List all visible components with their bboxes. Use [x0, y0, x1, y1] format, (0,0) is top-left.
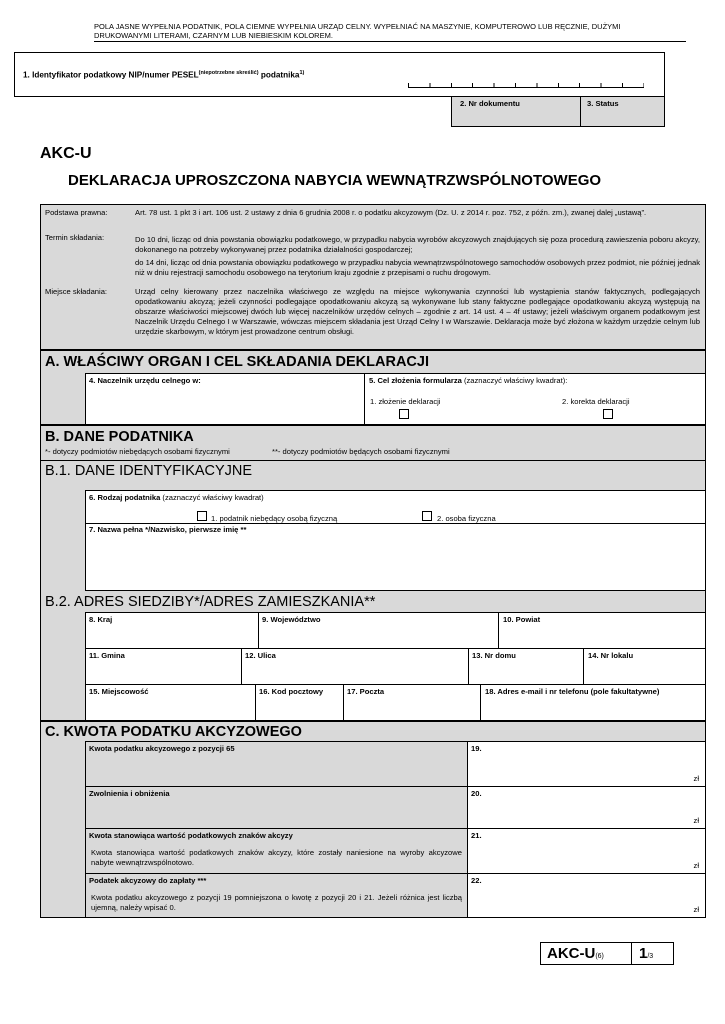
city-field[interactable]: 15. Miejscowość [85, 684, 256, 721]
tax-amount-label-cell: Kwota podatku akcyzowego z pozycji 65 [85, 741, 468, 787]
country-field[interactable]: 8. Kraj [85, 612, 259, 649]
full-name-field[interactable]: 7. Nazwa pełna */Nazwisko, pierwsze imię ** [85, 523, 706, 591]
section-b-note-2: **- dotyczy podmiotów będących osobami fizycznymi [272, 447, 450, 456]
place-label: Miejsce składania: [45, 287, 108, 296]
nip-field[interactable] [14, 52, 665, 97]
customs-office-field[interactable]: 4. Naczelnik urzędu celnego w: [85, 373, 365, 425]
voivodeship-field[interactable]: 9. Województwo [258, 612, 499, 649]
deadline-text-1: Do 10 dni, licząc od dnia powstania obowiązku podatkowego, w przypadku nabycia wyrobów akcyzowych znajdujących się poza procedurą zawieszenia poboru akcyzy, dokonanego na potrzeby wykonywanej przez podatnika działalności gospodarczej; [135, 235, 700, 254]
legal-basis-text: Art. 78 ust. 1 pkt 3 i art. 106 ust. 2 ustawy z dnia 6 grudnia 2008 r. o podatku akcyzowym (Dz. U. z 2014 r. poz. 752, z późn. zm.), zwanej dalej „ustawą”. [135, 208, 647, 217]
street-field[interactable]: 12. Ulica [241, 648, 469, 685]
excise-stamps-label-cell: Kwota stanowiąca wartość podatkowych znaków akcyzy Kwota stanowiąca wartość podatkowych znaków akcyzy, które zostały naniesione na wyroby akcyzowe nabyte wewnątrzwspólnotowo. [85, 828, 468, 874]
footer-page-number: 1/3 [631, 942, 674, 965]
form-title: DEKLARACJA UPROSZCZONA NABYCIA WEWNĄTRZWSPÓLNOTOWEGO [68, 172, 602, 189]
exemptions-field[interactable]: 20. zł [467, 786, 706, 829]
taxpayer-type-field: 6. Rodzaj podatnika (zaznaczyć właściwy kwadrat) [85, 490, 706, 524]
purpose-option-1-label: 1. złożenie deklaracji [370, 397, 441, 406]
header-rule [94, 41, 686, 42]
status-field: 3. Status [580, 96, 665, 127]
post-office-field[interactable]: 17. Poczta [343, 684, 481, 721]
form-code: AKC-U [40, 145, 92, 162]
commune-field[interactable]: 11. Gmina [85, 648, 242, 685]
taxpayer-type-1-checkbox[interactable] [197, 511, 207, 521]
taxpayer-type-2-checkbox[interactable] [422, 511, 432, 521]
place-text: Urząd celny kierowany przez naczelnika właściwego ze względu na miejsce wykonywania czynności lub wystąpienia stanów faktycznych, podlegających opodatkowaniu akcyzą; jeżeli czynności podlegające opodatkowaniu akcyzą są wykonywane lub stany faktyczne podlegające opodatkowaniu akcyzą występują na obszarze właściwości miejscowej dwóch lub więcej naczelników urzędów celnych – zgodnie z art. 14 ust. 4 – 4f ustawy; jeżeli właściwym organem podatkowym jest Naczelnik Urzędu Celnego I w Warszawie, wówczas miejscem składania jest Urząd Celny I w Warszawie. Deklaracja może być złożona w każdym urzędzie celnym lub urzędzie skarbowym, w którym jest prowadzone centrum obsługi. [135, 287, 700, 336]
house-number-field[interactable]: 13. Nr domu [468, 648, 584, 685]
nip-digit-line [408, 83, 644, 88]
taxpayer-type-1-label: 1. podatnik niebędący osobą fizyczną [211, 514, 338, 523]
purpose-field: 5. Cel złożenia formularza (zaznaczyć właściwy kwadrat): [364, 373, 706, 425]
section-c-title: C. KWOTA PODATKU AKCYZOWEGO [45, 724, 302, 740]
district-field[interactable]: 10. Powiat [498, 612, 706, 649]
deadline-text-2: do 14 dni, licząc od dnia powstania obowiązku podatkowego w przypadku nabycia wewnątrzwspólnotowego samochodów osobowych przez podmiot, nie później jednak niż w dniu rejestracji samochodu osobowego na terytorium kraju zgodnie z przepisami o ruchu drogowym. [135, 258, 700, 277]
section-b-divider [40, 460, 706, 461]
tax-due-label-cell: Podatek akcyzowy do zapłaty *** Kwota podatku akcyzowego z pozycji 19 pomniejszona o kwotę z pozycji 20 i 21. Jeżeli różnica jest liczbą ujemną, należy wpisać 0. [85, 873, 468, 918]
section-a-title: A. WŁAŚCIWY ORGAN I CEL SKŁADANIA DEKLARACJI [45, 354, 429, 370]
exemptions-label-cell: Zwolnienia i obniżenia [85, 786, 468, 829]
doc-number-field: 2. Nr dokumentu [451, 96, 581, 127]
tax-due-field[interactable]: 22. zł [467, 873, 706, 918]
excise-stamps-field[interactable]: 21. zł [467, 828, 706, 874]
footer-form-code: AKC-U(6) [540, 942, 632, 965]
purpose-option-2-label: 2. korekta deklaracji [562, 397, 630, 406]
section-b1-title: B.1. DANE IDENTYFIKACYJNE [45, 463, 253, 479]
section-b-note-1: *- dotyczy podmiotów niebędących osobami fizycznymi [45, 447, 230, 456]
purpose-option-1-checkbox[interactable] [399, 409, 409, 419]
section-b-title: B. DANE PODATNIKA [45, 429, 194, 445]
legal-basis-label: Podstawa prawna: [45, 208, 108, 217]
purpose-option-2-checkbox[interactable] [603, 409, 613, 419]
apartment-number-field[interactable]: 14. Nr lokalu [583, 648, 706, 685]
header-note: POLA JASNE WYPEŁNIA PODATNIK, POLA CIEMNE WYPEŁNIA URZĄD CELNY. WYPEŁNIAĆ NA MASZYNIE, KOMPUTEROWO LUB RĘCZNIE, DUŻYMI DRUKOWANYMI LITERAMI, CZARNYM LUB NIEBIESKIM KOLOREM. [94, 22, 621, 40]
email-phone-field[interactable]: 18. Adres e-mail i nr telefonu (pole fakultatywne) [480, 684, 706, 721]
postal-code-field[interactable]: 16. Kod pocztowy [255, 684, 344, 721]
section-b2-title: B.2. ADRES SIEDZIBY*/ADRES ZAMIESZKANIA** [45, 594, 376, 610]
tax-amount-field[interactable]: 19. zł [467, 741, 706, 787]
nip-label: 1. Identyfikator podatkowy NIP/numer $PESEL^{(niepotrzebne skreślić)}$ podatnika$^{1)}$ [23, 70, 305, 80]
deadline-label: Termin składania: [45, 233, 105, 242]
taxpayer-type-2-label: 2. osoba fizyczna [437, 514, 496, 523]
